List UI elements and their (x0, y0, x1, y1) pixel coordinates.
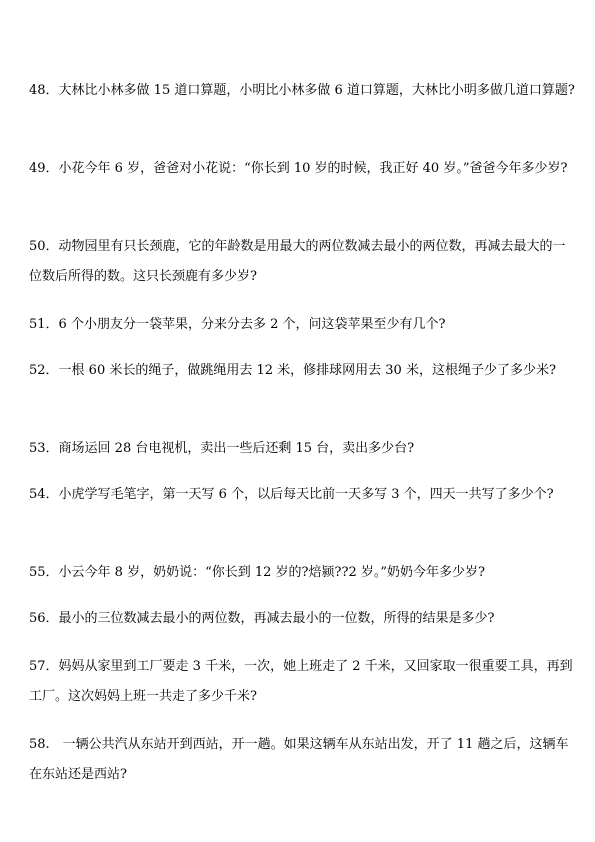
question-57: 57．妈妈从家里到工厂要走 3 千米，一次，她上班走了 2 千米，又回家取一很重要工具，再到工厂。这次妈妈上班一共走了多少千米? (29, 659, 573, 704)
question-58: 58. 一辆公共汽从东站开到西站，开一趟。如果这辆车从东站出发，开了 11 趟之后，这辆车在东站还是西站? (29, 737, 569, 782)
question-50: 50．动物园里有只长颈鹿，它的年龄数是用最大的两位数减去最小的两位数，再减去最大的一位数后所得的数。这只长颈鹿有多少岁? (29, 239, 566, 284)
question-54: 54．小虎学写毛笔字，第一天写 6 个，以后每天比前一天多写 3 个，四天一共写了多少个? (29, 487, 554, 502)
question-48: 48．大林比小林多做 15 道口算题，小明比小林多做 6 道口算题，大林比小明多做几道口算题? (29, 83, 575, 98)
question-56: 56．最小的三位数减去最小的两位数，再减去最小的一位数，所得的结果是多少? (29, 611, 495, 626)
question-49: 49．小花今年 6 岁，爸爸对小花说：“你长到 10 岁的时候，我正好 40 岁。”爸爸今年多少岁? (29, 161, 568, 176)
question-52: 52．一根 60 米长的绳子，做跳绳用去 12 米，修排球网用去 30 米，这根绳子少了多少米? (29, 363, 556, 378)
question-51: 51．6 个小朋友分一袋苹果，分来分去多 2 个，问这袋苹果至少有几个? (29, 317, 446, 332)
question-53: 53．商场运回 28 台电视机，卖出一些后还剩 15 台，卖出多少台? (29, 441, 415, 456)
question-55: 55．小云今年 8 岁，奶奶说：“你长到 12 岁的?焙颍??2 岁。”奶奶今年多少岁? (29, 565, 485, 580)
